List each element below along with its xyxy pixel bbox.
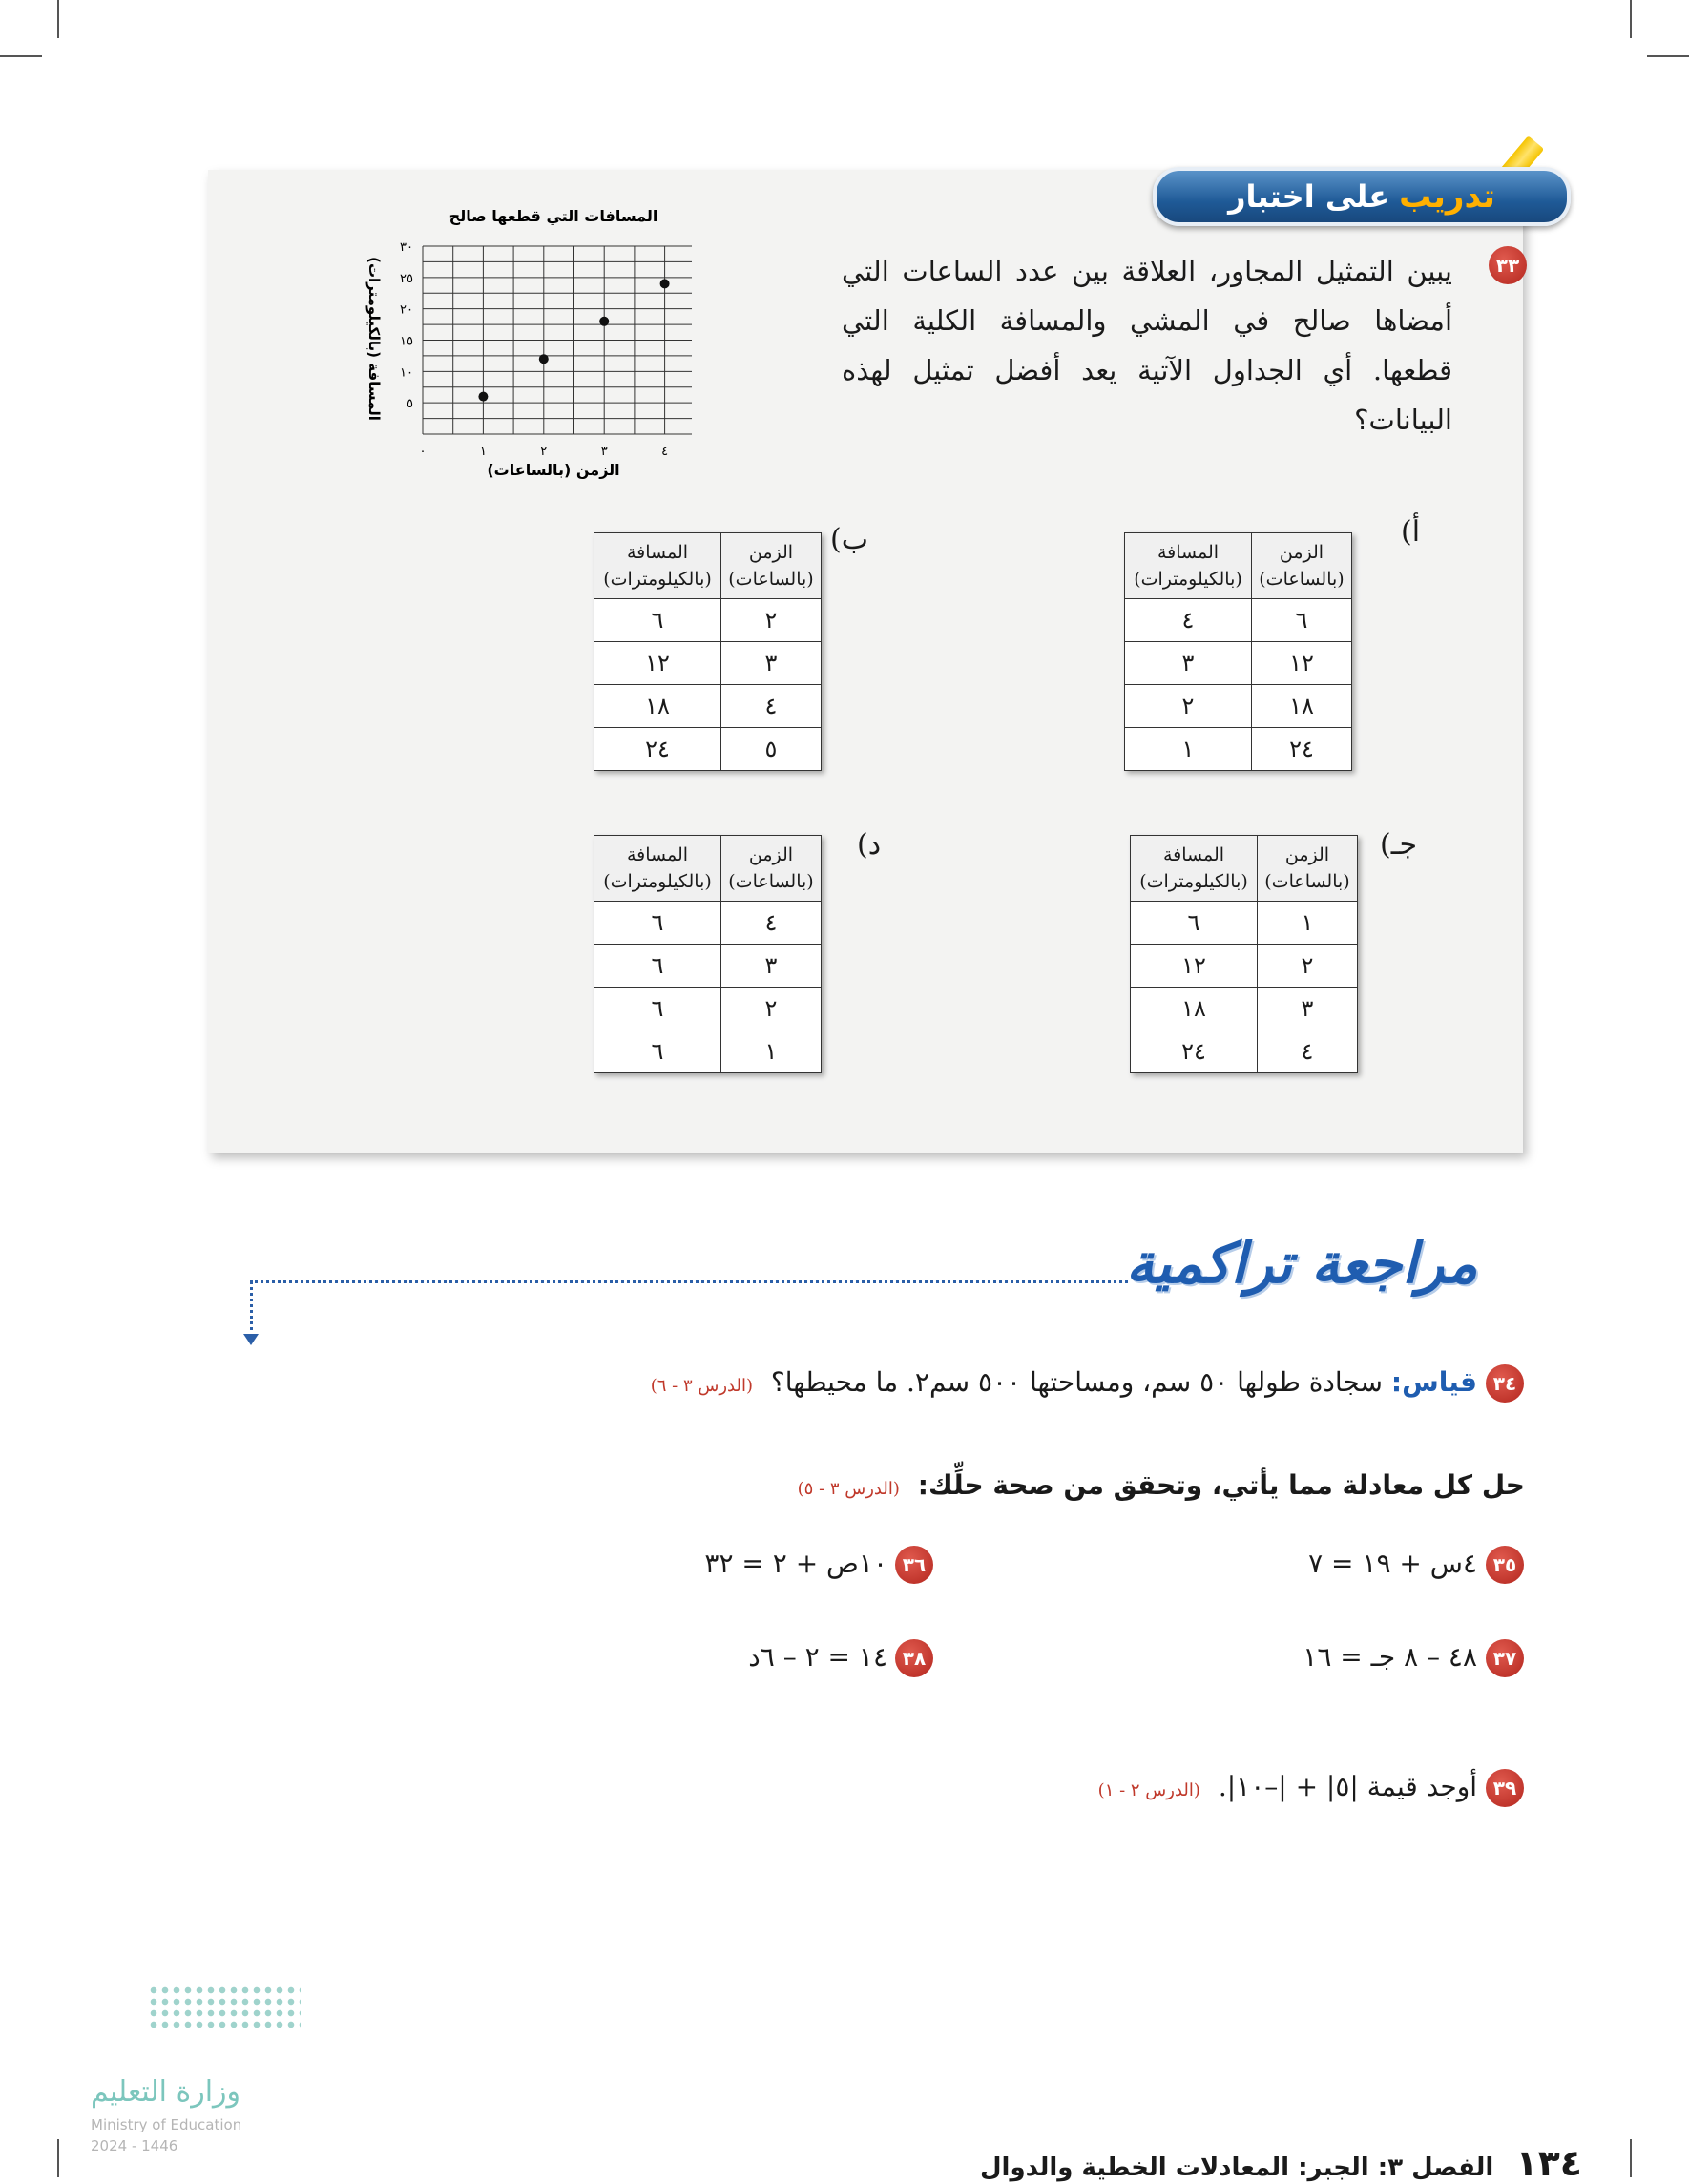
chart-y-label: المسافة (بالكيلومترات): [365, 257, 383, 421]
chapter-title: الجبر: المعادلات الخطية والدوال: [979, 2153, 1369, 2182]
x-tick-label: ١: [479, 445, 487, 459]
y-tick-label: ٢٥: [400, 271, 413, 286]
cell-time: ٤: [721, 902, 822, 945]
cell-distance: ٦: [594, 1030, 721, 1073]
arrow-down-icon: [243, 1334, 259, 1345]
question-34: [651, 1366, 1477, 1398]
header-distance: المسافة (بالكيلومترات): [594, 836, 721, 902]
option-b-label: ب): [830, 523, 868, 556]
header-distance: المسافة (بالكيلومترات): [594, 533, 721, 599]
cell-distance: ١: [1125, 728, 1252, 771]
table-row: [594, 642, 822, 685]
question-38-equation: ١٤ = ٢ – ٦د: [748, 1641, 887, 1673]
cell-distance: ١٢: [594, 642, 721, 685]
table-row: [1125, 728, 1352, 771]
q34-keyword: قياس:: [1390, 1366, 1477, 1398]
cumulative-review-title: مراجعة تراكمية: [1126, 1231, 1478, 1296]
q39-text: أوجد قيمة |٥| + |–١٠|.: [1218, 1771, 1477, 1802]
review-instruction: [798, 1469, 1525, 1501]
dotted-divider-down: [250, 1280, 253, 1338]
question-37-equation: ٤٨ – ٨ جـ = ١٦: [1303, 1641, 1477, 1673]
cell-distance: ٦: [594, 902, 721, 945]
option-d-label: د): [857, 828, 882, 862]
chart-svg: [348, 200, 692, 487]
instruction-lesson-ref: (الدرس ٣ - ٥): [797, 1479, 900, 1499]
crop-mark: [1630, 0, 1632, 38]
y-tick-label: ١٠: [400, 365, 413, 381]
table-header-row: [594, 836, 822, 902]
option-b-table: [594, 532, 822, 771]
question-number-36: ٣٦: [895, 1546, 933, 1584]
cell-time: ٤: [721, 685, 822, 728]
y-tick-label: ٢٠: [400, 302, 413, 318]
crop-mark: [57, 2139, 59, 2177]
table-row: [594, 685, 822, 728]
cell-distance: ٢: [1125, 685, 1252, 728]
chart-title: المسافات التي قطعها صالح: [448, 207, 658, 225]
cell-time: ٢: [1258, 945, 1358, 988]
cell-distance: ١٨: [594, 685, 721, 728]
table-row: [594, 1030, 822, 1073]
table-header-row: [1131, 836, 1358, 902]
header-time: الزمن (بالساعات): [1258, 836, 1358, 902]
header-time: الزمن (بالساعات): [1252, 533, 1352, 599]
cell-time: ١٨: [1252, 685, 1352, 728]
question-number-37: ٣٧: [1486, 1639, 1524, 1677]
practice-badge: [1153, 167, 1571, 226]
x-tick-label: ٣: [600, 445, 608, 459]
cell-time: ٥: [721, 728, 822, 771]
y-tick-label: ٥: [407, 397, 413, 412]
table-row: [594, 902, 822, 945]
cell-time: ١٢: [1252, 642, 1352, 685]
table-header-row: [1125, 533, 1352, 599]
cell-time: ٣: [721, 945, 822, 988]
table-row: [1131, 902, 1358, 945]
q39-lesson-ref: (الدرس ٢ - ١): [1097, 1780, 1200, 1800]
cell-distance: ٦: [594, 945, 721, 988]
cell-time: ٢٤: [1252, 728, 1352, 771]
logo-year: 2024 - 1446: [91, 2137, 178, 2154]
cell-distance: ٢٤: [1131, 1030, 1258, 1073]
ministry-logo: [91, 1985, 329, 2154]
cell-distance: ٦: [594, 599, 721, 642]
y-tick-label: ٣٠: [400, 240, 413, 255]
question-number-38: ٣٨: [895, 1639, 933, 1677]
cell-time: ٢: [721, 988, 822, 1030]
question-number-33: ٣٣: [1489, 246, 1527, 284]
x-tick-label: ٠: [419, 445, 427, 459]
chart-x-label: الزمن (بالساعات): [487, 461, 620, 479]
q34-text: سجادة طولها ٥٠ سم، ومساحتها ٥٠٠ سم٢. ما محيطها؟: [770, 1366, 1383, 1398]
cell-time: ٦: [1252, 599, 1352, 642]
cell-distance: ٦: [594, 988, 721, 1030]
table-row: [1131, 1030, 1358, 1073]
header-time: الزمن (بالساعات): [721, 836, 822, 902]
table-row: [1125, 599, 1352, 642]
cell-time: ٢: [721, 599, 822, 642]
crop-mark: [0, 55, 42, 57]
logo-dots-icon: [148, 1985, 301, 2032]
question-36-equation: ١٠ص + ٢ = ٣٢: [704, 1548, 887, 1579]
cell-distance: ٦: [1131, 902, 1258, 945]
y-tick-label: ١٥: [400, 334, 413, 349]
option-a-label: أ): [1401, 515, 1421, 549]
crop-mark: [1647, 55, 1689, 57]
cell-distance: ٣: [1125, 642, 1252, 685]
crop-mark: [1630, 2139, 1632, 2177]
crop-mark: [57, 0, 59, 38]
cell-distance: ٤: [1125, 599, 1252, 642]
table-row: [594, 599, 822, 642]
logo-arabic: وزارة التعليم: [91, 2075, 241, 2109]
logo-english: Ministry of Education: [91, 2116, 242, 2133]
question-33-text: يبين التمثيل المجاور، العلاقة بين عدد الساعات التي أمضاها صالح في المشي والمسافة الكلية التي قطعها. أي الجداول الآتية يعد أفضل تمثيل لهذه البيانات؟: [842, 255, 1452, 436]
q34-lesson-ref: (الدرس ٣ - ٦): [650, 1376, 753, 1396]
header-distance: المسافة (بالكيلومترات): [1125, 533, 1252, 599]
option-a-table: [1124, 532, 1352, 771]
instruction-text: حل كل معادلة مما يأتي، وتحقق من صحة حلِّك:: [917, 1469, 1525, 1501]
table-row: [1125, 642, 1352, 685]
chapter-label: الفصل ٣:: [1377, 2153, 1494, 2182]
table-row: [594, 988, 822, 1030]
table-row: [1131, 988, 1358, 1030]
page-number: ١٣٤: [1515, 2142, 1582, 2184]
table-row: [594, 945, 822, 988]
data-point: [539, 354, 549, 364]
question-35-equation: ٤س + ١٩ = ٧: [1308, 1548, 1477, 1579]
option-c-table: [1130, 835, 1358, 1073]
question-39: [1098, 1771, 1477, 1802]
data-point: [660, 279, 670, 288]
table-header-row: [594, 533, 822, 599]
header-distance: المسافة (بالكيلومترات): [1131, 836, 1258, 902]
cell-time: ٤: [1258, 1030, 1358, 1073]
badge-word-test: على اختبار: [1228, 178, 1390, 215]
cell-distance: ١٨: [1131, 988, 1258, 1030]
table-row: [594, 728, 822, 771]
data-point: [599, 317, 609, 326]
option-d-table: [594, 835, 822, 1073]
cell-distance: ٢٤: [594, 728, 721, 771]
x-tick-label: ٤: [661, 445, 669, 459]
option-c-label: جـ): [1380, 828, 1418, 862]
cell-time: ١: [1258, 902, 1358, 945]
data-point: [478, 392, 488, 402]
page-footer: [980, 2142, 1582, 2184]
table-row: [1131, 945, 1358, 988]
cell-time: ٣: [721, 642, 822, 685]
header-time: الزمن (بالساعات): [721, 533, 822, 599]
question-number-34: ٣٤: [1486, 1364, 1524, 1403]
question-number-35: ٣٥: [1486, 1546, 1524, 1584]
distance-chart: [348, 200, 692, 487]
question-number-39: ٣٩: [1486, 1769, 1524, 1807]
dotted-divider: [250, 1280, 1128, 1283]
cell-time: ١: [721, 1030, 822, 1073]
x-tick-label: ٢: [540, 445, 548, 459]
cell-distance: ١٢: [1131, 945, 1258, 988]
table-row: [1125, 685, 1352, 728]
badge-word-practice: تدريب: [1399, 177, 1495, 216]
cell-time: ٣: [1258, 988, 1358, 1030]
